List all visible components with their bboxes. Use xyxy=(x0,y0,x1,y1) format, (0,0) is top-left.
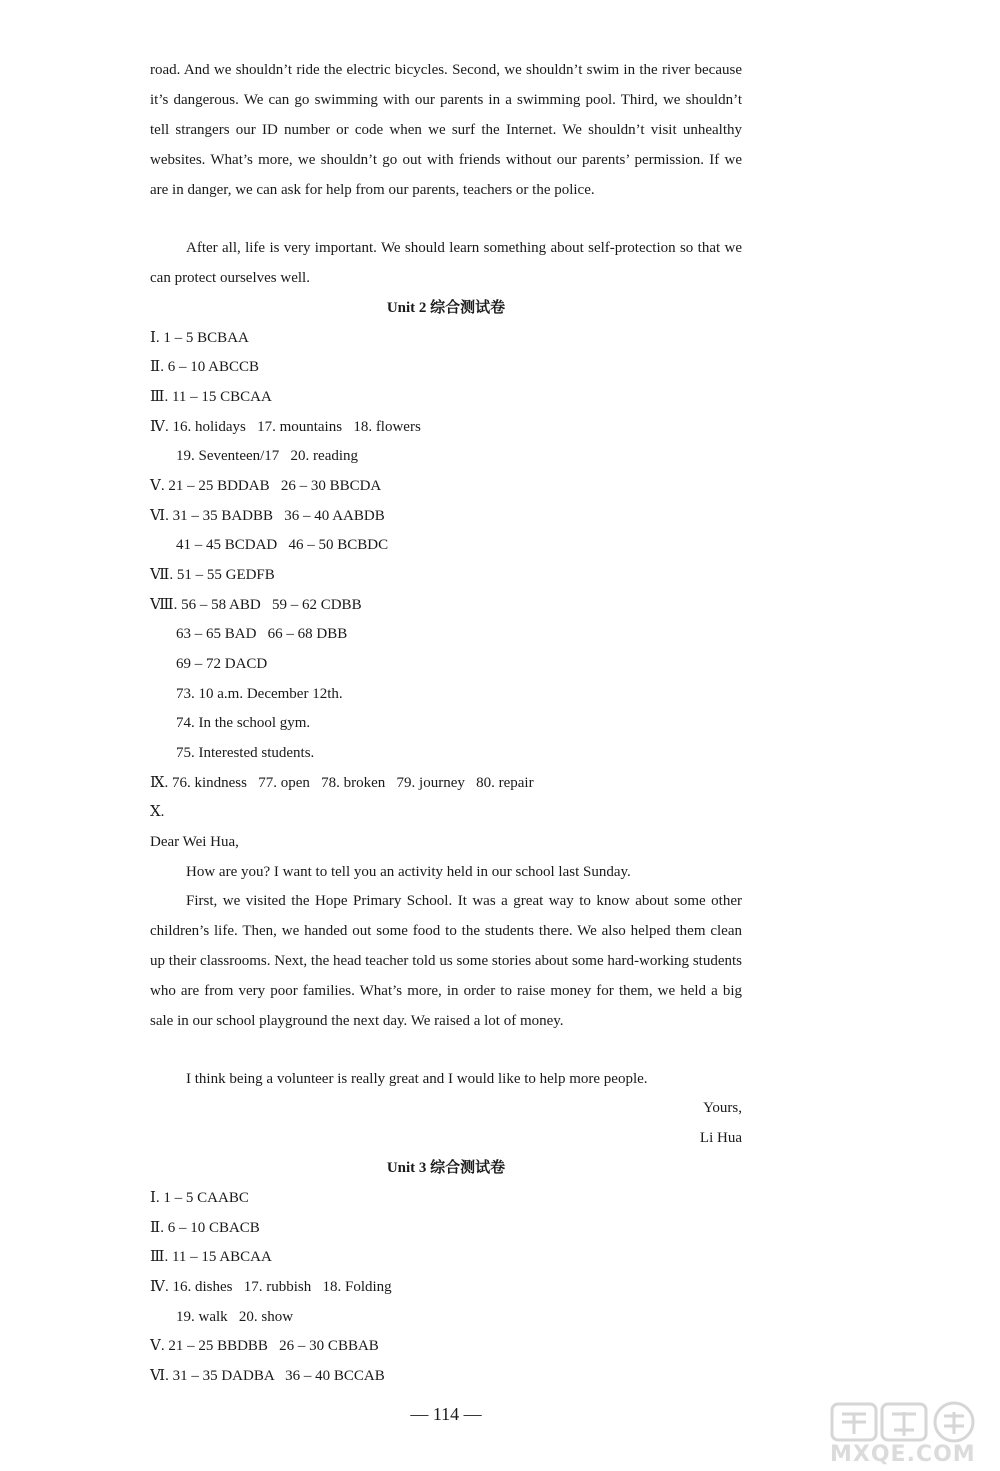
letter-paragraph-2 xyxy=(150,886,742,1036)
intro-paragraph-2 xyxy=(150,233,742,293)
unit2-answer-6: Ⅴ. 21 – 25 BDDAB 26 – 30 BBCDA xyxy=(150,478,382,494)
unit2-answer-9: Ⅶ. 51 – 55 GEDFB xyxy=(150,567,275,583)
unit2-title: Unit 2 综合测试卷 xyxy=(386,300,506,316)
letter-paragraph-3 xyxy=(150,1064,742,1094)
unit2-answer-17: Ⅹ. xyxy=(150,804,165,820)
letter-paragraph-1-text: How are you? I want to tell you an activity held in our school last Sunday. xyxy=(186,864,631,880)
unit3-answer-7: Ⅵ. 31 – 35 DADBA 36 – 40 BCCAB xyxy=(150,1368,385,1384)
unit3-title: Unit 3 综合测试卷 xyxy=(386,1160,506,1176)
unit3-answer-2: Ⅱ. 6 – 10 CBACB xyxy=(150,1220,260,1236)
unit2-answer-11: 63 – 65 BAD 66 – 68 DBB xyxy=(176,626,348,642)
letter-signature: Li Hua xyxy=(699,1130,742,1146)
unit3-answer-3: Ⅲ. 11 – 15 ABCAA xyxy=(150,1249,272,1265)
unit3-answer-6: Ⅴ. 21 – 25 BBDBB 26 – 30 CBBAB xyxy=(150,1338,379,1354)
unit2-answer-14: 74. In the school gym. xyxy=(176,715,311,731)
letter-closing: Yours, xyxy=(703,1100,742,1116)
watermark-logo xyxy=(830,1400,990,1470)
page-number: — 114 — xyxy=(410,1404,482,1424)
unit2-answer-10: Ⅷ. 56 – 58 ABD 59 – 62 CDBB xyxy=(150,597,362,613)
unit2-answer-5: 19. Seventeen/17 20. reading xyxy=(176,448,359,464)
watermark-url: MXQE.COM xyxy=(830,1442,976,1467)
unit3-answer-5: 19. walk 20. show xyxy=(176,1309,294,1325)
unit3-answer-1: Ⅰ. 1 – 5 CAABC xyxy=(150,1190,249,1206)
unit2-answer-2: Ⅱ. 6 – 10 ABCCB xyxy=(150,359,259,375)
unit3-answer-4: Ⅳ. 16. dishes 17. rubbish 18. Folding xyxy=(150,1279,392,1295)
unit2-answer-13: 73. 10 a.m. December 12th. xyxy=(176,686,343,702)
unit2-answer-12: 69 – 72 DACD xyxy=(176,656,268,672)
letter-paragraph-1 xyxy=(150,857,742,887)
unit2-answer-15: 75. Interested students. xyxy=(176,745,315,761)
intro-paragraph-1 xyxy=(150,55,742,205)
unit2-answer-1: Ⅰ. 1 – 5 BCBAA xyxy=(150,330,249,346)
unit2-answer-8: 41 – 45 BCDAD 46 – 50 BCBDC xyxy=(176,537,389,553)
watermark-seal-icon xyxy=(830,1400,980,1444)
intro-paragraph-1-text: road. And we shouldn’t ride the electric bicycles. Second, we shouldn’t swim in the river because it’s dangerous. We can go swimming with our parents in a swimming pool. Third, we shouldn’t tell strangers our ID number or code when we surf the Internet. We shouldn’t visit unhealthy websites. What’s more, we shouldn’t go out with friends without our parents’ permission. If we are in danger, we can ask for help from our parents, teachers or the police. xyxy=(150,62,742,198)
letter-paragraph-3-text: I think being a volunteer is really great and I would like to help more people. xyxy=(186,1071,648,1087)
unit2-answer-4: Ⅳ. 16. holidays 17. mountains 18. flowers xyxy=(150,419,421,435)
letter-salutation: Dear Wei Hua, xyxy=(150,834,239,850)
unit2-answer-3: Ⅲ. 11 – 15 CBCAA xyxy=(150,389,272,405)
unit2-answer-7: Ⅵ. 31 – 35 BADBB 36 – 40 AABDB xyxy=(150,508,385,524)
letter-paragraph-2-text: First, we visited the Hope Primary School. It was a great way to know about some other children’s life. Then, we handed out some food to the students there. We also helped them clean up their classrooms. Next, the head teacher told us some stories about some hard-working students who are from very poor families. What’s more, in order to raise money for them, we held a big sale in our school playground the next day. We raised a lot of money. xyxy=(150,893,742,1029)
intro-paragraph-2-text: After all, life is very important. We should learn something about self-protection so that we can protect ourselves well. xyxy=(150,240,742,286)
unit2-answer-16: Ⅸ. 76. kindness 77. open 78. broken 79. journey 80. repair xyxy=(150,775,534,791)
